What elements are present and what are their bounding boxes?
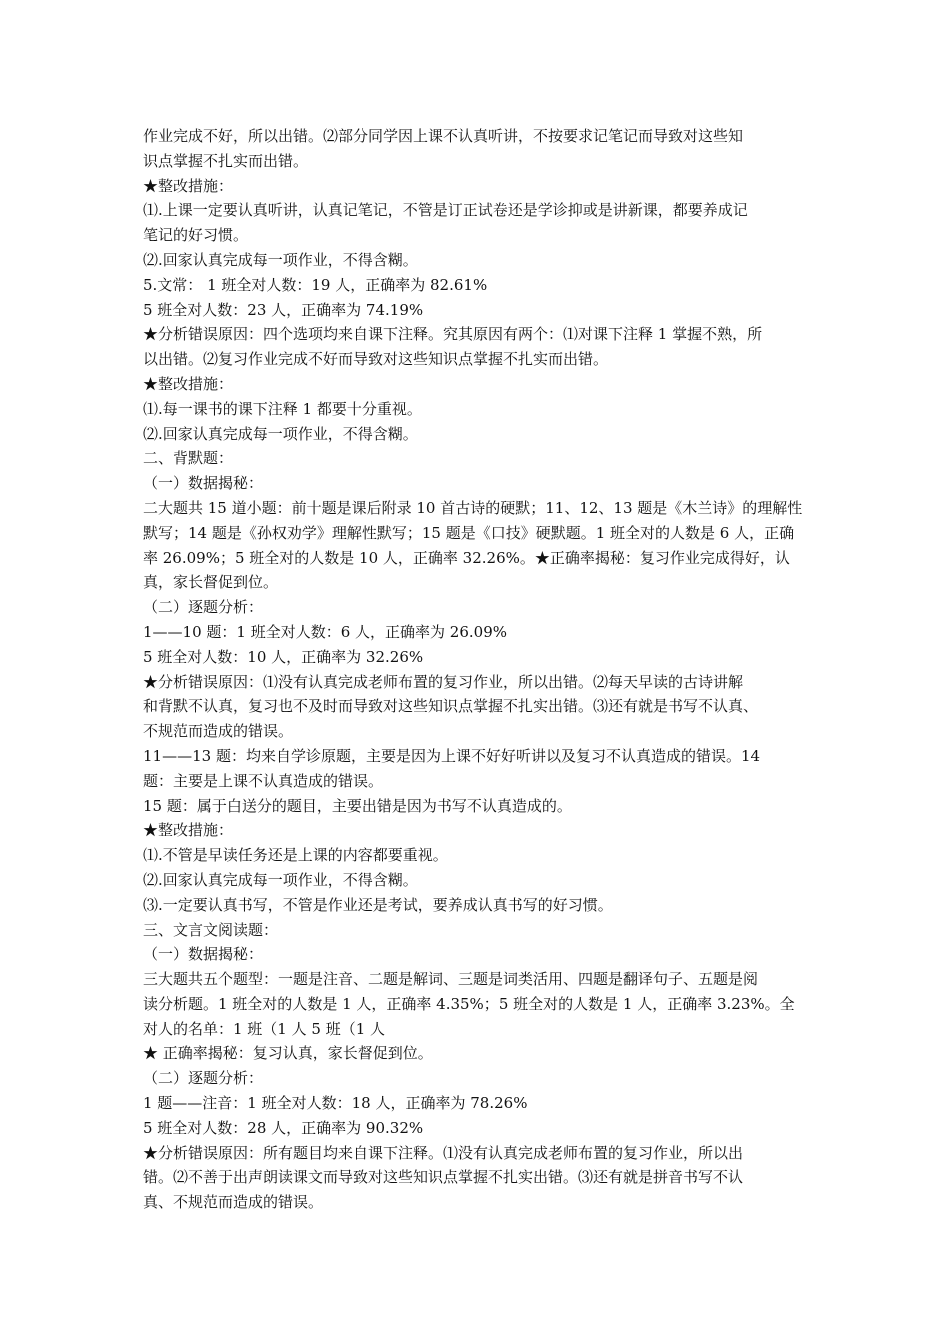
subsection-heading: （二）逐题分析： xyxy=(143,1069,264,1088)
text-line: 5.文常： 1 班全对人数：19 人，正确率为 82.61% xyxy=(143,275,488,294)
text-line: 5 班全对人数：28 人，正确率为 90.32% xyxy=(143,1118,424,1137)
text-line: ⑶.一定要认真书写，不管是作业还是考试，要养成认真书写的好习惯。 xyxy=(143,895,613,914)
text-line: 对人的名单：1 班（1 人 5 班（1 人 xyxy=(143,1019,386,1038)
document-body xyxy=(143,124,813,1215)
text-line: 5 班全对人数：23 人，正确率为 74.19% xyxy=(143,300,424,319)
text-line: 错。⑵不善于出声朗读课文而导致对这些知识点掌握不扎实出错。⑶还有就是拼音书写不认 xyxy=(143,1168,744,1187)
text-line: ⑵.回家认真完成每一项作业，不得含糊。 xyxy=(143,870,418,889)
text-line: 11——13 题：均来自学诊原题，主要是因为上课不好好听讲以及复习不认真造成的错误。14 xyxy=(143,746,761,765)
text-line: 读分析题。1 班全对的人数是 1 人，正确率 4.35%；5 班全对的人数是 1 人，正确率 3.23%。全 xyxy=(143,994,795,1013)
text-line: 以出错。⑵复习作业完成不好而导致对这些知识点掌握不扎实而出错。 xyxy=(143,350,609,369)
text-line: 1——10 题：1 班全对人数：6 人，正确率为 26.09% xyxy=(143,622,507,641)
text-line: ⑴.上课一定要认真听讲，认真记笔记，不管是订正试卷还是学诊抑或是讲新课，都要养成记 xyxy=(143,201,748,220)
subsection-heading: （一）数据揭秘： xyxy=(143,474,264,493)
text-line: 识点掌握不扎实而出错。 xyxy=(143,151,309,170)
subsection-heading: （一）数据揭秘： xyxy=(143,945,264,964)
text-line: ⑴.不管是早读任务还是上课的内容都要重视。 xyxy=(143,846,448,865)
text-line: ★分析错误原因：所有题目均来自课下注释。⑴没有认真完成老师布置的复习作业，所以出 xyxy=(143,1143,744,1162)
text-line: 题：主要是上课不认真造成的错误。 xyxy=(143,771,384,790)
text-line: 真、不规范而造成的错误。 xyxy=(143,1193,324,1212)
text-line: ★分析错误原因：四个选项均来自课下注释。究其原因有两个：⑴对课下注释 1 掌握不熟，所 xyxy=(143,325,763,344)
section-heading: 二、背默题： xyxy=(143,449,234,468)
text-line: 和背默不认真，复习也不及时而导致对这些知识点掌握不扎实出错。⑶还有就是书写不认真、 xyxy=(143,697,759,716)
text-line: 二大题共 15 道小题：前十题是课后附录 10 首古诗的硬默；11、12、13 题是《木兰诗》的理解性 xyxy=(143,498,803,517)
text-line: ⑵.回家认真完成每一项作业，不得含糊。 xyxy=(143,424,418,443)
text-line: 5 班全对人数：10 人，正确率为 32.26% xyxy=(143,647,424,666)
text-line: 1 题——注音：1 班全对人数：18 人，正确率为 78.26% xyxy=(143,1094,528,1113)
text-line: ★整改措施： xyxy=(143,176,234,195)
text-line: ★整改措施： xyxy=(143,374,234,393)
section-heading: 三、文言文阅读题： xyxy=(143,920,279,939)
text-line: 不规范而造成的错误。 xyxy=(143,722,294,741)
text-line: 作业完成不好，所以出错。⑵部分同学因上课不认真听讲，不按要求记笔记而导致对这些知 xyxy=(143,127,744,145)
text-line: 15 题：属于白送分的题目，主要出错是因为书写不认真造成的。 xyxy=(143,796,572,815)
text-line: ⑵.回家认真完成每一项作业，不得含糊。 xyxy=(143,250,418,269)
text-line: 默写；14 题是《孙权劝学》理解性默写；15 题是《口技》硬默题。1 班全对的人数是 6 人，正确 xyxy=(143,523,795,542)
text-line: 三大题共五个题型：一题是注音、二题是解词、三题是词类活用、四题是翻译句子、五题是阅 xyxy=(143,970,759,989)
text-line: ★ 正确率揭秘：复习认真，家长督促到位。 xyxy=(143,1044,433,1063)
text-line: 率 26.09%；5 班全对的人数是 10 人，正确率 32.26%。★正确率揭秘：复习作业完成得好，认 xyxy=(143,548,790,567)
text-line: 真，家长督促到位。 xyxy=(143,573,279,592)
subsection-heading: （二）逐题分析： xyxy=(143,598,264,617)
text-line: ★整改措施： xyxy=(143,821,234,840)
text-line: ⑴.每一课书的课下注释 1 都要十分重视。 xyxy=(143,399,422,418)
text-line: ★分析错误原因：⑴没有认真完成老师布置的复习作业，所以出错。⑵每天早读的古诗讲解 xyxy=(143,672,744,691)
text-line: 笔记的好习惯。 xyxy=(143,226,249,245)
